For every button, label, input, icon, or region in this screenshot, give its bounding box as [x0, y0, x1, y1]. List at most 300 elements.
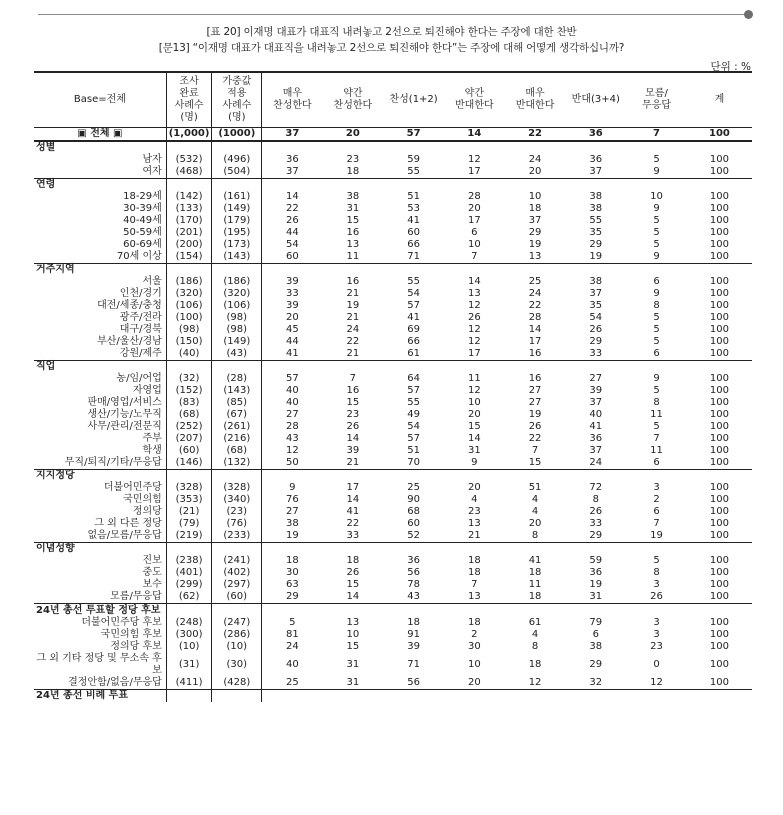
section-empty-cell	[212, 690, 262, 703]
section-empty-cell	[322, 361, 383, 374]
cell-somewhat-disagree: 18	[467, 555, 481, 566]
cell-total: 100	[709, 457, 729, 468]
cell-agree-total: 57	[383, 128, 444, 142]
cell-strongly-disagree: 10	[528, 191, 542, 202]
cell-disagree-total: 40	[589, 409, 603, 420]
section-empty-cell	[212, 141, 262, 154]
header-base: Base=전체	[34, 72, 166, 128]
cell-somewhat-disagree: 17	[467, 215, 481, 226]
cell-somewhat-agree: 21	[346, 288, 360, 299]
section-empty-cell	[565, 361, 626, 374]
cell-disagree-total: 72	[589, 482, 603, 493]
cell-somewhat-disagree: 12	[467, 324, 481, 335]
cell-total: 100	[709, 530, 729, 541]
section-empty-cell	[505, 690, 566, 703]
section-empty-cell	[505, 264, 566, 277]
section-empty-cell	[383, 179, 444, 192]
cell-n-weighted: (143)	[212, 385, 262, 397]
table-row	[34, 494, 752, 506]
cell-strongly-disagree: 13	[528, 251, 542, 262]
section-empty-cell	[687, 361, 752, 374]
cell-disagree-total: 24	[589, 457, 603, 468]
cell-total: 100	[709, 641, 729, 652]
cell-strongly-disagree: 4	[531, 506, 539, 517]
row-label: 강원/제주	[119, 348, 162, 359]
cell-n-raw: (83)	[166, 397, 212, 409]
cell-agree-total: 66	[407, 336, 420, 347]
section-empty-cell	[262, 470, 323, 483]
cell-somewhat-agree: 15	[346, 579, 360, 590]
cell-n-raw: (142)	[166, 191, 212, 203]
cell-n-weighted: (85)	[212, 397, 262, 409]
table-row	[34, 191, 752, 203]
cell-strongly-disagree: 12	[528, 677, 542, 688]
cell-n-weighted: (68)	[212, 445, 262, 457]
cell-dont-know: 5	[653, 324, 660, 335]
cell-n-raw: (320)	[166, 288, 212, 300]
cell-somewhat-disagree: 20	[467, 409, 481, 420]
header-n-raw: 조사 완료 사례수 (명)	[166, 72, 212, 128]
cell-total: 100	[709, 409, 729, 420]
section-empty-cell	[166, 543, 212, 556]
cell-agree-total: 91	[407, 629, 420, 640]
cell-somewhat-disagree: 9	[471, 457, 478, 468]
row-label: 중도	[142, 567, 162, 578]
cell-somewhat-disagree: 12	[467, 300, 481, 311]
cell-agree-total: 55	[407, 397, 420, 408]
cell-total: 100	[709, 677, 729, 688]
cell-agree-total: 70	[407, 457, 420, 468]
cell-strongly-disagree: 4	[531, 629, 539, 640]
section-empty-cell	[212, 264, 262, 277]
row-label: 생산/기능/노무직	[87, 409, 162, 420]
cell-strongly-disagree: 18	[528, 203, 542, 214]
cell-strongly-disagree: 61	[528, 617, 542, 628]
cell-dont-know: 5	[653, 555, 660, 566]
cell-strongly-agree: 36	[262, 154, 323, 166]
cell-strongly-disagree: 20	[528, 518, 542, 529]
cell-dont-know: 9	[653, 166, 660, 177]
cell-agree-total: 51	[407, 191, 420, 202]
cell-n-raw: (21)	[166, 506, 212, 518]
cell-somewhat-agree: 31	[346, 203, 360, 214]
table-row	[34, 591, 752, 604]
cell-n-raw: (186)	[166, 276, 212, 288]
section-empty-cell	[322, 141, 383, 154]
section-header	[34, 470, 752, 483]
cell-somewhat-disagree: 10	[467, 397, 481, 408]
table-row	[34, 227, 752, 239]
cell-agree-total: 60	[407, 227, 420, 238]
section-header	[34, 361, 752, 374]
cell-agree-total: 56	[407, 567, 420, 578]
cell-disagree-total: 35	[589, 227, 603, 238]
row-label: 국민의힘	[123, 494, 162, 505]
cell-n-raw: (62)	[166, 591, 212, 604]
cell-agree-total: 57	[407, 385, 420, 396]
cell-somewhat-agree: 21	[346, 457, 360, 468]
cell-disagree-total: 59	[589, 555, 603, 566]
cell-strongly-agree: 18	[262, 555, 323, 567]
cell-somewhat-disagree: 15	[467, 421, 481, 432]
cell-strongly-disagree: 14	[528, 324, 542, 335]
cell-dont-know: 5	[653, 239, 660, 250]
row-label: 모름/무응답	[110, 591, 162, 602]
table-row	[34, 373, 752, 385]
cell-somewhat-disagree: 23	[467, 506, 481, 517]
cell-n-weighted: (233)	[212, 530, 262, 543]
section-empty-cell	[505, 361, 566, 374]
section-empty-cell	[505, 141, 566, 154]
cell-n-weighted: (98)	[212, 324, 262, 336]
cell-n-weighted: (247)	[212, 617, 262, 629]
cell-somewhat-agree: 21	[346, 312, 360, 323]
section-empty-cell	[565, 543, 626, 556]
cell-strongly-disagree: 16	[528, 373, 542, 384]
section-empty-cell	[322, 543, 383, 556]
cell-strongly-disagree: 26	[528, 421, 542, 432]
cell-somewhat-agree: 24	[346, 324, 360, 335]
cell-strongly-disagree: 24	[528, 154, 542, 165]
cell-total: 100	[709, 312, 729, 323]
unit-label: 단위 : %	[710, 61, 751, 73]
cell-dont-know: 8	[653, 567, 660, 578]
cell-n-raw: (106)	[166, 300, 212, 312]
cell-disagree-total: 37	[589, 397, 603, 408]
table-row	[34, 276, 752, 288]
cell-disagree-total: 38	[589, 203, 603, 214]
cell-somewhat-disagree: 13	[467, 288, 481, 299]
row-label: 여자	[142, 166, 162, 177]
cell-n-weighted: (10)	[212, 641, 262, 653]
cell-somewhat-disagree: 14	[444, 128, 505, 142]
cell-strongly-agree: 40	[262, 397, 323, 409]
cell-n-raw: (411)	[166, 677, 212, 690]
section-empty-cell	[166, 141, 212, 154]
cell-somewhat-disagree: 11	[467, 373, 481, 384]
section-empty-cell	[322, 604, 383, 618]
cell-agree-total: 61	[407, 348, 420, 359]
cell-n-weighted: (23)	[212, 506, 262, 518]
cell-n-weighted: (504)	[212, 166, 262, 179]
cell-n-raw: (532)	[166, 154, 212, 166]
cell-somewhat-disagree: 2	[471, 629, 478, 640]
cell-n-raw: (328)	[166, 482, 212, 494]
cell-disagree-total: 38	[589, 641, 603, 652]
cell-n-weighted: (67)	[212, 409, 262, 421]
cell-somewhat-disagree: 10	[467, 659, 481, 670]
cell-dont-know: 7	[653, 433, 660, 444]
cell-strongly-disagree: 7	[531, 445, 539, 456]
cell-somewhat-disagree: 30	[467, 641, 481, 652]
cell-n-raw: (150)	[166, 336, 212, 348]
cell-dont-know: 5	[653, 154, 660, 165]
cell-n-raw: (300)	[166, 629, 212, 641]
cell-dont-know: 7	[653, 518, 660, 529]
header-somewhat-agree: 약간 찬성한다	[322, 72, 383, 128]
cell-strongly-disagree: 18	[528, 567, 542, 578]
section-empty-cell	[565, 141, 626, 154]
cell-strongly-disagree: 22	[505, 128, 566, 142]
section-empty-cell	[687, 604, 752, 618]
cell-n-raw: (79)	[166, 518, 212, 530]
section-name: 거주지역	[34, 264, 166, 277]
cell-total: 100	[709, 336, 729, 347]
cell-disagree-total: 38	[589, 191, 603, 202]
cell-strongly-disagree: 17	[528, 336, 542, 347]
table-row	[34, 239, 752, 251]
cell-total: 100	[709, 579, 729, 590]
cell-n-weighted: (161)	[212, 191, 262, 203]
table-row	[34, 421, 752, 433]
cell-strongly-agree: 38	[262, 518, 323, 530]
section-empty-cell	[687, 141, 752, 154]
row-label: 자영업	[132, 385, 162, 396]
cell-somewhat-agree: 19	[346, 300, 360, 311]
cell-disagree-total: 37	[589, 288, 603, 299]
cell-dont-know: 19	[650, 530, 663, 541]
cell-agree-total: 64	[407, 373, 420, 384]
cell-n-raw: (100)	[166, 312, 212, 324]
cell-strongly-disagree: 25	[528, 276, 542, 287]
cell-n-raw: (238)	[166, 555, 212, 567]
cell-somewhat-agree: 15	[346, 397, 360, 408]
cell-strongly-disagree: 27	[528, 385, 542, 396]
cell-dont-know: 5	[653, 421, 660, 432]
cell-dont-know: 6	[653, 506, 660, 517]
cell-disagree-total: 8	[592, 494, 599, 505]
cell-dont-know: 5	[653, 215, 660, 226]
row-label: 더불어민주당 후보	[81, 617, 162, 628]
cell-n-weighted: (60)	[212, 591, 262, 604]
cell-strongly-agree: 22	[262, 203, 323, 215]
cell-n-weighted: (195)	[212, 227, 262, 239]
cell-n-weighted: (98)	[212, 312, 262, 324]
section-empty-cell	[166, 690, 212, 703]
cell-disagree-total: 37	[589, 166, 603, 177]
cell-n-raw: (154)	[166, 251, 212, 264]
cell-strongly-agree: 54	[262, 239, 323, 251]
cell-n-raw: (299)	[166, 579, 212, 591]
cell-strongly-agree: 37	[262, 128, 323, 142]
table-row	[34, 300, 752, 312]
cell-total: 100	[709, 397, 729, 408]
cell-somewhat-disagree: 13	[467, 591, 481, 602]
cell-strongly-agree: 20	[262, 312, 323, 324]
row-label: 인천/경기	[119, 288, 162, 299]
cell-somewhat-agree: 22	[346, 518, 360, 529]
cell-dont-know: 6	[653, 457, 660, 468]
section-name: 24년 총선 비례 투표	[34, 690, 166, 703]
table-row	[34, 385, 752, 397]
cell-dont-know: 8	[653, 397, 660, 408]
cell-strongly-disagree: 4	[531, 494, 539, 505]
cell-dont-know: 8	[653, 300, 660, 311]
cell-strongly-agree: 50	[262, 457, 323, 470]
cell-dont-know: 11	[650, 445, 663, 456]
cell-total: 100	[709, 445, 729, 456]
cell-total: 100	[709, 518, 729, 529]
row-label: ▣ 전체 ▣	[34, 128, 166, 142]
cell-dont-know: 7	[626, 128, 687, 142]
table-row	[34, 518, 752, 530]
cell-agree-total: 18	[407, 617, 420, 628]
cell-dont-know: 3	[653, 482, 660, 493]
row-label: 결정안함/없음/무응답	[68, 677, 162, 688]
section-header	[34, 141, 752, 154]
cell-disagree-total: 36	[589, 433, 603, 444]
row-label: 30-39세	[123, 203, 162, 214]
cell-total: 100	[709, 567, 729, 578]
section-empty-cell	[212, 361, 262, 374]
table-row	[34, 567, 752, 579]
cell-disagree-total: 36	[589, 567, 603, 578]
row-label: 무직/퇴직/기타/무응답	[64, 457, 162, 468]
row-label: 정의당	[132, 506, 162, 517]
cell-strongly-disagree: 29	[528, 227, 542, 238]
cell-n-weighted: (320)	[212, 288, 262, 300]
cell-dont-know: 3	[653, 617, 660, 628]
row-label: 진보	[142, 555, 162, 566]
cell-somewhat-agree: 14	[346, 494, 360, 505]
table-title: [표 20] 이재명 대표가 대표직 내려놓고 2선으로 퇴진해야 한다는 주장에 대한 찬반	[206, 26, 577, 38]
section-empty-cell	[262, 264, 323, 277]
table-row	[34, 409, 752, 421]
cell-strongly-disagree: 20	[528, 166, 542, 177]
cell-disagree-total: 19	[589, 251, 603, 262]
cell-somewhat-disagree: 18	[467, 617, 481, 628]
table-row	[34, 324, 752, 336]
table-row	[34, 445, 752, 457]
cell-strongly-disagree: 22	[528, 300, 542, 311]
cell-total: 100	[709, 373, 729, 384]
table-row	[34, 288, 752, 300]
section-empty-cell	[383, 604, 444, 618]
cell-n-raw: (146)	[166, 457, 212, 470]
cell-agree-total: 66	[407, 239, 420, 250]
row-label: 그 외 기타 정당 및 무소속 후보	[36, 653, 162, 676]
cell-agree-total: 36	[407, 555, 420, 566]
cell-total: 100	[709, 433, 729, 444]
table-row	[34, 530, 752, 543]
cell-somewhat-agree: 41	[346, 506, 360, 517]
cell-somewhat-disagree: 14	[467, 433, 481, 444]
cell-somewhat-disagree: 6	[471, 227, 478, 238]
cell-strongly-agree: 9	[262, 482, 323, 494]
section-empty-cell	[505, 543, 566, 556]
cell-agree-total: 51	[407, 445, 420, 456]
section-empty-cell	[687, 179, 752, 192]
cell-agree-total: 90	[407, 494, 420, 505]
cell-n-raw: (219)	[166, 530, 212, 543]
cell-strongly-agree: 12	[262, 445, 323, 457]
row-label: 더불어민주당	[103, 482, 162, 493]
cell-agree-total: 57	[407, 433, 420, 444]
section-empty-cell	[565, 179, 626, 192]
cell-somewhat-disagree: 28	[467, 191, 481, 202]
section-empty-cell	[626, 604, 687, 618]
cell-agree-total: 55	[407, 166, 420, 177]
cell-somewhat-disagree: 17	[467, 166, 481, 177]
cell-dont-know: 23	[650, 641, 663, 652]
cell-total: 100	[709, 166, 729, 177]
cell-n-raw: (201)	[166, 227, 212, 239]
cell-somewhat-agree: 14	[346, 591, 360, 602]
cell-n-raw: (133)	[166, 203, 212, 215]
cell-somewhat-agree: 16	[346, 385, 360, 396]
table-row	[34, 397, 752, 409]
row-label: 정의당 후보	[110, 641, 162, 652]
row-label: 남자	[142, 154, 162, 165]
section-empty-cell	[212, 179, 262, 192]
cell-somewhat-disagree: 21	[467, 530, 481, 541]
cell-dont-know: 6	[653, 276, 660, 287]
cell-total: 100	[709, 617, 729, 628]
top-rule-dot	[744, 10, 753, 19]
cell-agree-total: 71	[407, 659, 420, 670]
cell-dont-know: 9	[653, 288, 660, 299]
cell-somewhat-agree: 7	[349, 373, 357, 384]
section-empty-cell	[626, 690, 687, 703]
cell-strongly-agree: 29	[262, 591, 323, 604]
cell-somewhat-agree: 13	[346, 239, 360, 250]
cell-n-weighted: (261)	[212, 421, 262, 433]
cell-somewhat-agree: 18	[346, 166, 360, 177]
row-label: 18-29세	[123, 191, 162, 202]
header-total: 계	[687, 72, 752, 128]
section-empty-cell	[626, 470, 687, 483]
cell-total: 100	[709, 385, 729, 396]
cell-dont-know: 5	[653, 336, 660, 347]
cell-n-raw: (1,000)	[166, 128, 212, 142]
cell-n-weighted: (216)	[212, 433, 262, 445]
cell-n-weighted: (30)	[212, 653, 262, 677]
cell-n-weighted: (173)	[212, 239, 262, 251]
table-row	[34, 482, 752, 494]
section-empty-cell	[383, 690, 444, 703]
cell-n-raw: (60)	[166, 445, 212, 457]
cell-somewhat-disagree: 17	[467, 348, 481, 359]
row-label: 사무/관리/전문직	[87, 421, 162, 432]
results-table	[34, 71, 752, 702]
cell-total: 100	[687, 128, 752, 142]
row-label: 대전/세종/충청	[97, 300, 162, 311]
section-header	[34, 543, 752, 556]
section-name: 24년 총선 투표할 정당 후보	[34, 604, 166, 618]
cell-agree-total: 59	[407, 154, 420, 165]
cell-dont-know: 5	[653, 385, 660, 396]
cell-strongly-agree: 39	[262, 300, 323, 312]
table-row	[34, 251, 752, 264]
cell-total: 100	[709, 300, 729, 311]
cell-strongly-agree: 57	[262, 373, 323, 385]
row-label: 서울	[142, 276, 162, 287]
table-row	[34, 629, 752, 641]
cell-somewhat-disagree: 26	[467, 312, 481, 323]
cell-dont-know: 10	[650, 191, 663, 202]
cell-n-weighted: (428)	[212, 677, 262, 690]
header-agree-total: 찬성(1+2)	[383, 72, 444, 128]
cell-strongly-agree: 41	[262, 348, 323, 361]
section-empty-cell	[166, 264, 212, 277]
cell-dont-know: 9	[653, 373, 660, 384]
section-empty-cell	[262, 690, 323, 703]
cell-somewhat-agree: 16	[346, 227, 360, 238]
cell-somewhat-agree: 11	[346, 251, 360, 262]
cell-agree-total: 56	[407, 677, 420, 688]
section-empty-cell	[212, 470, 262, 483]
section-name: 연령	[34, 179, 166, 192]
